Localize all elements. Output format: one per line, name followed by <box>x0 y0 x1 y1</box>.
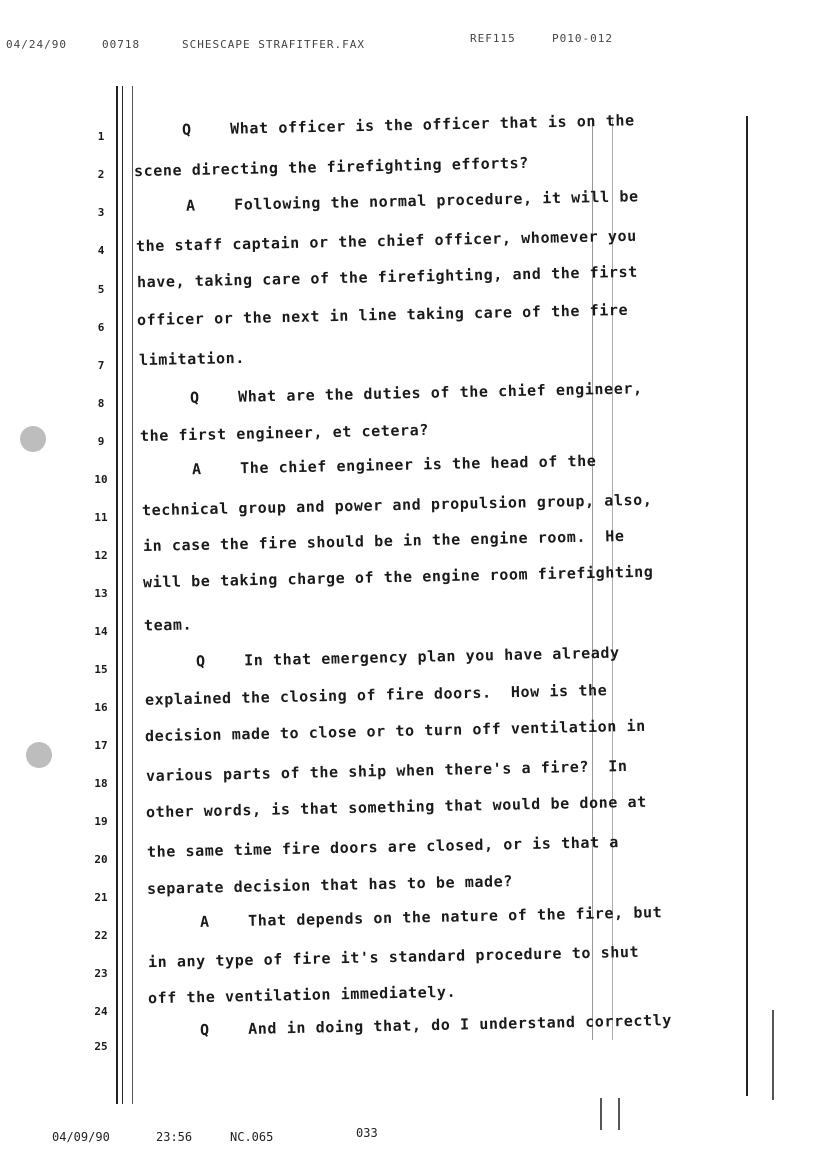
left-margin-rule-inner <box>122 86 123 1104</box>
transcript-line: off the ventilation immediately. <box>147 982 457 1008</box>
line-number: 1 <box>97 130 105 143</box>
fax-header-code: 00718 <box>102 38 141 51</box>
line-number: 14 <box>94 625 108 638</box>
transcript-line: A That depends on the nature of the fire, but <box>199 903 663 931</box>
transcript-line: scene directing the firefighting efforts? <box>133 153 530 181</box>
line-number: 21 <box>94 891 108 904</box>
scan-streak <box>600 1098 602 1130</box>
transcript-line: have, taking care of the firefighting, and the first <box>136 262 638 292</box>
line-number: 4 <box>97 244 105 257</box>
line-number: 22 <box>94 929 108 942</box>
fax-header-page-range: P010-012 <box>552 32 613 45</box>
line-number: 6 <box>97 321 105 334</box>
fax-footer-page: 033 <box>356 1126 378 1140</box>
left-margin-rule-text <box>132 86 133 1104</box>
fax-footer-number: NC.065 <box>230 1130 274 1144</box>
line-number: 20 <box>94 853 108 866</box>
line-number: 7 <box>97 359 105 372</box>
transcript-line: limitation. <box>138 348 246 370</box>
transcript-line: Q In that emergency plan you have already <box>195 643 620 671</box>
scan-streak <box>618 1098 620 1130</box>
punch-hole <box>20 426 46 452</box>
transcript-line: the staff captain or the chief officer, whomever you <box>135 226 637 256</box>
transcript-line: technical group and power and propulsion group, also, <box>141 490 653 520</box>
line-number: 24 <box>94 1005 108 1018</box>
transcript-line: Q And in doing that, do I understand correctly <box>199 1011 673 1039</box>
line-number: 3 <box>97 206 105 219</box>
line-number: 19 <box>94 815 108 828</box>
transcript-line: A Following the normal procedure, it will be <box>185 187 639 215</box>
fax-footer-time: 23:56 <box>156 1130 193 1144</box>
transcript-line: will be taking charge of the engine room firefighting <box>142 562 654 592</box>
line-number: 25 <box>94 1040 108 1053</box>
line-number: 8 <box>97 397 105 410</box>
fax-header-ref: REF115 <box>470 32 516 45</box>
line-number: 12 <box>94 549 108 562</box>
transcript-line: Q What are the duties of the chief engineer, <box>189 379 643 407</box>
fax-header-date: 04/24/90 <box>6 38 67 51</box>
right-margin-rule <box>746 116 748 1096</box>
line-number: 10 <box>94 473 108 486</box>
line-number: 17 <box>94 739 108 752</box>
transcript-line: A The chief engineer is the head of the <box>191 451 597 479</box>
line-number: 5 <box>97 283 105 296</box>
line-number: 13 <box>94 587 108 600</box>
transcript-line: Q What officer is the officer that is on the <box>181 111 635 139</box>
transcript-line: decision made to close or to turn off ventilation in <box>144 716 646 746</box>
transcript-line: separate decision that has to be made? <box>146 872 514 898</box>
transcript-line: other words, is that something that would be done at <box>145 792 647 822</box>
line-number: 11 <box>94 511 108 524</box>
scan-streak <box>772 1010 774 1100</box>
line-number: 9 <box>97 435 105 448</box>
line-number: 16 <box>94 701 108 714</box>
transcript-line: team. <box>143 615 193 635</box>
line-number: 2 <box>97 168 105 181</box>
transcript-line: the first engineer, et cetera? <box>139 420 430 446</box>
transcript-line: in any type of fire it's standard procedure to shut <box>147 942 640 972</box>
transcript-line: explained the closing of fire doors. How is the <box>144 681 608 709</box>
transcript-line: in case the fire should be in the engine room. He <box>142 526 625 556</box>
fax-footer-date: 04/09/90 <box>52 1130 110 1144</box>
punch-hole <box>26 742 52 768</box>
line-number: 23 <box>94 967 108 980</box>
fax-header-name: SCHESCAPE STRAFITFER.FAX <box>182 38 365 51</box>
line-number: 18 <box>94 777 108 790</box>
transcript-line: officer or the next in line taking care of the fire <box>136 300 629 330</box>
line-number: 15 <box>94 663 108 676</box>
transcript-line: the same time fire doors are closed, or is that a <box>146 833 620 861</box>
transcript-line: various parts of the ship when there's a fire? In <box>145 756 628 786</box>
